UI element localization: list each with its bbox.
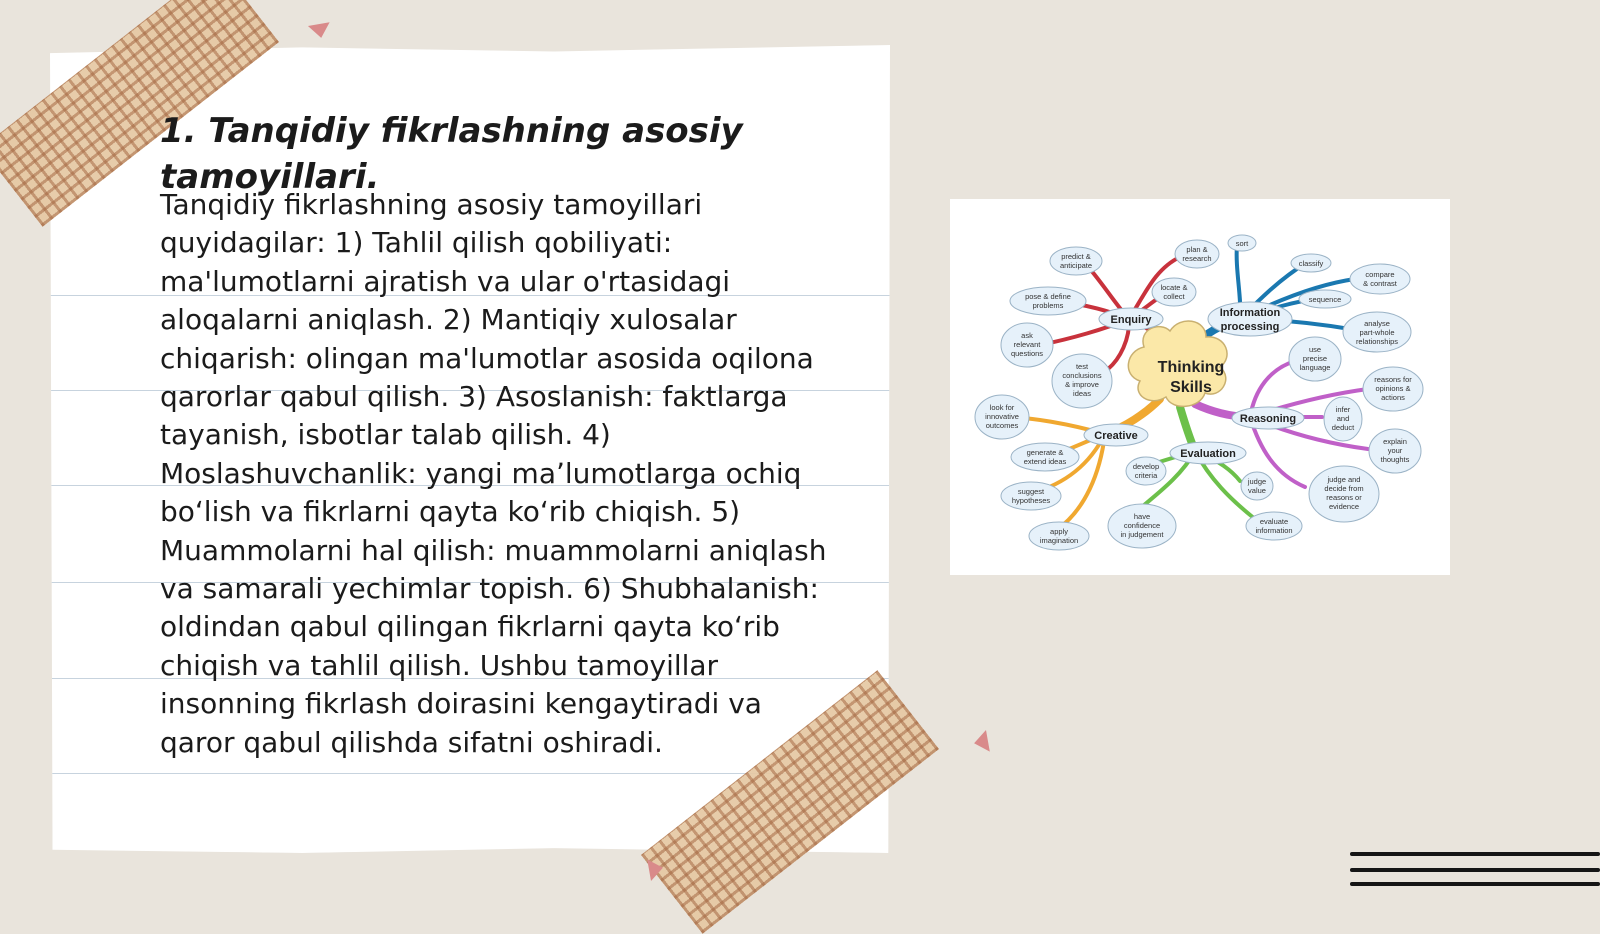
leaf-precise	[1289, 337, 1341, 381]
leaf-sequence	[1299, 290, 1351, 308]
leaf-analyse	[1343, 312, 1411, 352]
leaf-text: outcomes	[985, 421, 1019, 430]
leaf-imagination	[1029, 522, 1089, 550]
leaf-explain	[1369, 429, 1421, 473]
leaf-text: use	[1308, 345, 1322, 354]
branch-reasoning	[1232, 407, 1304, 429]
branch-label: Reasoning	[1239, 413, 1297, 425]
leaf-text: look for	[989, 403, 1015, 412]
leaf-text: confidence	[1123, 521, 1161, 530]
branch-enquiry	[1099, 308, 1163, 330]
leaf-locate	[1152, 278, 1196, 306]
leaf-text: predict &	[1061, 252, 1091, 261]
slide-title: 1. Tanqidiy fikrlashning asosiy tamoyillari.	[160, 111, 743, 197]
branch-evaluation	[1170, 442, 1246, 464]
leaf-text: judge and	[1327, 475, 1361, 484]
leaf-text: imagination	[1039, 536, 1079, 545]
leaf-text: thoughts	[1380, 455, 1410, 464]
leaf-text: & improve	[1065, 380, 1099, 389]
leaf-compare	[1350, 264, 1410, 294]
leaf-generate	[1011, 443, 1079, 471]
leaf-evaluate-info	[1246, 512, 1302, 540]
leaf-text: in judgement	[1120, 530, 1164, 539]
leaf-text: develop	[1132, 462, 1160, 471]
leaf-text: value	[1248, 486, 1266, 495]
leaf-reasons	[1363, 367, 1423, 411]
branch-information	[1208, 302, 1292, 336]
leaf-text: evaluate	[1259, 517, 1289, 526]
leaf-text: hypotheses	[1011, 496, 1051, 505]
leaf-innovative	[975, 395, 1029, 439]
leaf-text: ideas	[1073, 389, 1091, 398]
leaf-text: criteria	[1134, 471, 1158, 480]
leaf-text: language	[1299, 363, 1331, 372]
leaf-text: apply	[1050, 527, 1068, 536]
leaf-text: collect	[1163, 292, 1185, 301]
slide-body-text: Tanqidiy fikrlashning asosiy tamoyillari quyidagilar: 1) Tahlil qilish qobiliyati: ma'lumotlarni ajratish va ular o'rtasidagi aloqalarni aniqlash. 2) Mantiqiy xulosalar chiqarish: olingan ma'lumotlar asosida oqilona qarorlar qabul qilish. 3) Asoslanish: faktlarga tayanish, isbotlar talab qilish. 4) Moslashuvchanlik: yangi maʼlumotlarga ochiq boʻlish va fikrlarni qayta koʻrib chiqish. 5) Muammolarni hal qilish: muammolarni aniqlash va samarali yechimlar topish. 6) Shubhalanish: oldindan qabul qilingan fikrlarni qayta koʻrib chiqish va tahlil qilish. Ushbu tamoyillar insonning fikrlash doirasini kengaytiradi va qaror qabul qilishda sifatni oshiradi.	[160, 188, 827, 759]
leaf-ask	[1001, 323, 1053, 367]
leaf-text: suggest	[1017, 487, 1045, 496]
leaf-text: explain	[1383, 437, 1407, 446]
mindmap-svg	[950, 199, 1450, 575]
leaf-infer	[1324, 397, 1362, 441]
leaf-text: relevant	[1013, 340, 1041, 349]
leaf-text: your	[1387, 446, 1403, 455]
leaf-text: relationships	[1355, 337, 1399, 346]
leaf-text: pose & define	[1025, 292, 1071, 301]
leaf-text: compare	[1365, 270, 1395, 279]
leaf-text: precise	[1302, 354, 1328, 363]
leaf-test	[1052, 354, 1112, 408]
tape-corner-bottom	[972, 730, 990, 754]
leaf-text: opinions &	[1375, 384, 1411, 393]
leaf-judge-decide	[1309, 466, 1379, 522]
leaf-text: information	[1255, 526, 1293, 535]
leaf-judge-value	[1241, 472, 1273, 500]
leaf-text: anticipate	[1059, 261, 1093, 270]
leaf-text: have	[1133, 512, 1151, 521]
thinking-skills-mindmap	[950, 199, 1450, 575]
leaf-plan	[1175, 240, 1219, 268]
leaf-text: & contrast	[1363, 279, 1397, 288]
decorative-stroke	[1350, 852, 1600, 856]
leaf-pose	[1010, 287, 1086, 315]
leaf-text: deduct	[1331, 423, 1355, 432]
leaf-text: evidence	[1328, 502, 1360, 511]
branch-label: Creative	[1094, 430, 1138, 442]
leaf-text: analyse	[1364, 319, 1390, 328]
leaf-text: classify	[1298, 259, 1324, 268]
center-label-line-1: Thinking	[1157, 359, 1225, 376]
leaf-sort	[1228, 235, 1256, 251]
leaf-text: questions	[1010, 349, 1044, 358]
leaf-text: actions	[1381, 393, 1405, 402]
leaf-text: test	[1075, 362, 1089, 371]
leaf-text: reasons for	[1374, 375, 1412, 384]
leaf-criteria	[1126, 457, 1166, 485]
leaf-text: extend ideas	[1023, 457, 1067, 466]
leaf-text: plan &	[1186, 245, 1208, 254]
leaf-text: locate &	[1160, 283, 1188, 292]
leaf-predict	[1050, 247, 1102, 275]
branch-label: Enquiry	[1110, 314, 1152, 326]
branch-label: processing	[1220, 321, 1280, 333]
leaf-text: decide from	[1324, 484, 1364, 493]
leaf-text: ask	[1021, 331, 1033, 340]
leaf-text: problems	[1032, 301, 1064, 310]
leaf-text: and	[1336, 414, 1350, 423]
decorative-stroke	[1350, 882, 1600, 886]
leaf-text: generate &	[1026, 448, 1064, 457]
leaf-text: research	[1182, 254, 1212, 263]
leaf-text: conclusions	[1062, 371, 1102, 380]
leaf-classify	[1291, 254, 1331, 272]
leaf-text: sequence	[1308, 295, 1342, 304]
leaf-hypotheses	[1001, 482, 1061, 510]
branch-label: Evaluation	[1180, 448, 1236, 460]
leaf-text: part-whole	[1359, 328, 1395, 337]
leaf-text: reasons or	[1326, 493, 1362, 502]
leaf-text: innovative	[985, 412, 1019, 421]
tape-corner-top	[308, 22, 332, 40]
branch-creative	[1084, 424, 1148, 446]
leaf-confidence	[1108, 504, 1176, 548]
decorative-stroke	[1350, 868, 1600, 872]
leaf-text: sort	[1235, 239, 1249, 248]
center-label-line-2: Skills	[1170, 379, 1212, 396]
branch-label: Information	[1219, 307, 1281, 319]
leaf-text: infer	[1335, 405, 1351, 414]
leaf-text: judge	[1247, 477, 1267, 486]
